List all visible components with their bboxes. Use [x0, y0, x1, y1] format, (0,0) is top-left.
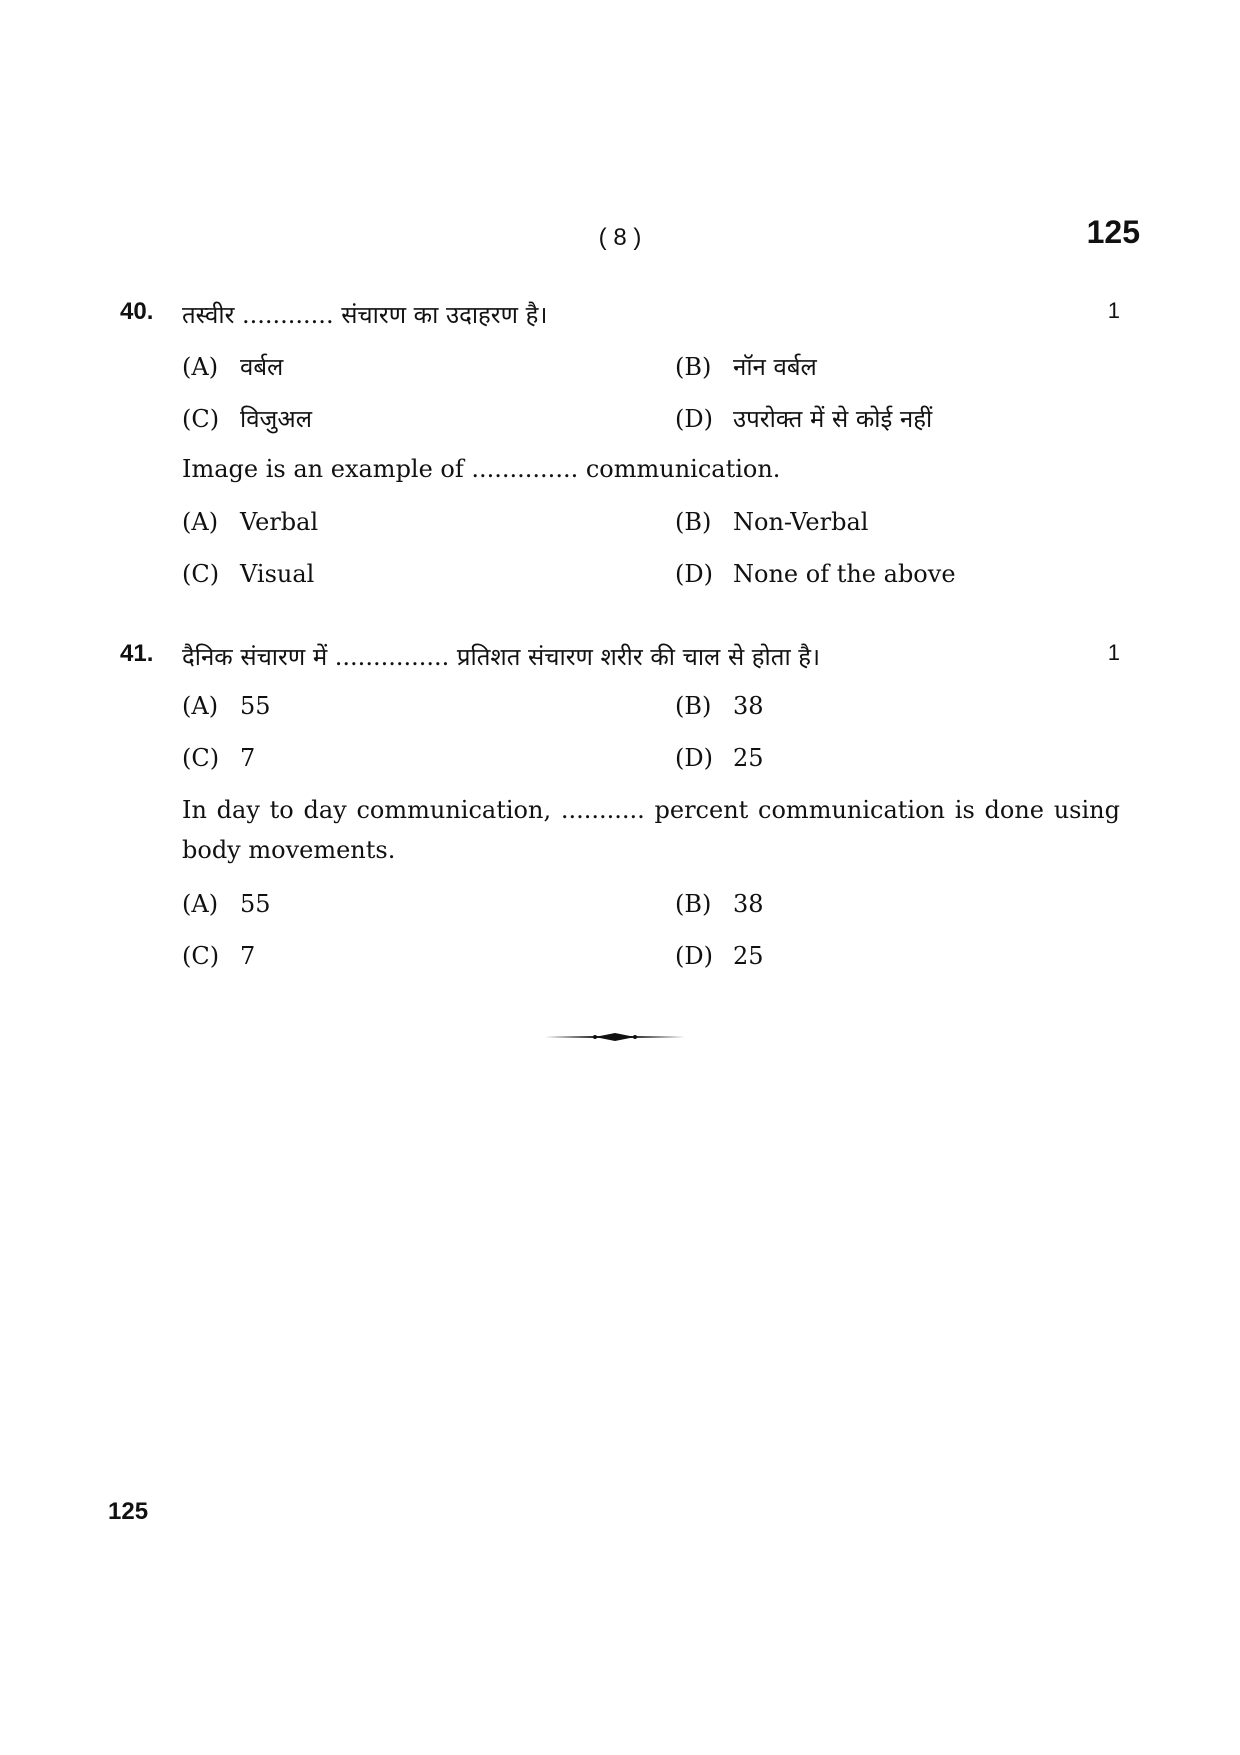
option-a-hindi: (A) वर्बल	[182, 353, 284, 381]
marks: 1	[1107, 298, 1120, 323]
option-d-hindi: (D) उपरोक्त में से कोई नहीं	[675, 405, 933, 433]
option-d-hindi: (D) 25	[675, 744, 764, 772]
option-b-english: (B) 38	[675, 890, 764, 918]
question-number: 41.	[120, 640, 154, 667]
option-b-hindi: (B) नॉन वर्बल	[675, 353, 817, 381]
paper-code-footer: 125	[108, 1498, 149, 1525]
option-c-hindi: (C) 7	[182, 744, 256, 772]
paper-code-header: 125	[1086, 214, 1140, 250]
question-40-english: Image is an example of .............. communication.	[182, 455, 781, 483]
question-text-hindi: तस्वीर ............ संचारण का उदाहरण है।	[182, 301, 548, 329]
question-41-english: In day to day communication, ........... percent communication is done using body movements.	[182, 796, 1120, 864]
option-c-english: (C) Visual	[182, 560, 315, 588]
question-text-hindi: दैनिक संचारण में ............... प्रतिशत संचारण शरीर की चाल से होता है।	[182, 643, 821, 671]
option-a-english: (A) 55	[182, 890, 271, 918]
option-c-hindi: (C) विजुअल	[182, 405, 312, 433]
option-c-english: (C) 7	[182, 942, 256, 970]
option-b-english: (B) Non-Verbal	[675, 508, 869, 536]
option-a-english: (A) Verbal	[182, 508, 319, 536]
option-b-hindi: (B) 38	[675, 692, 764, 720]
option-d-english: (D) None of the above	[675, 560, 956, 588]
end-ornament	[545, 1030, 685, 1044]
option-a-hindi: (A) 55	[182, 692, 271, 720]
marks: 1	[1107, 640, 1120, 665]
page-number: ( 8 )	[598, 224, 642, 251]
option-d-english: (D) 25	[675, 942, 764, 970]
question-number: 40.	[120, 298, 154, 325]
